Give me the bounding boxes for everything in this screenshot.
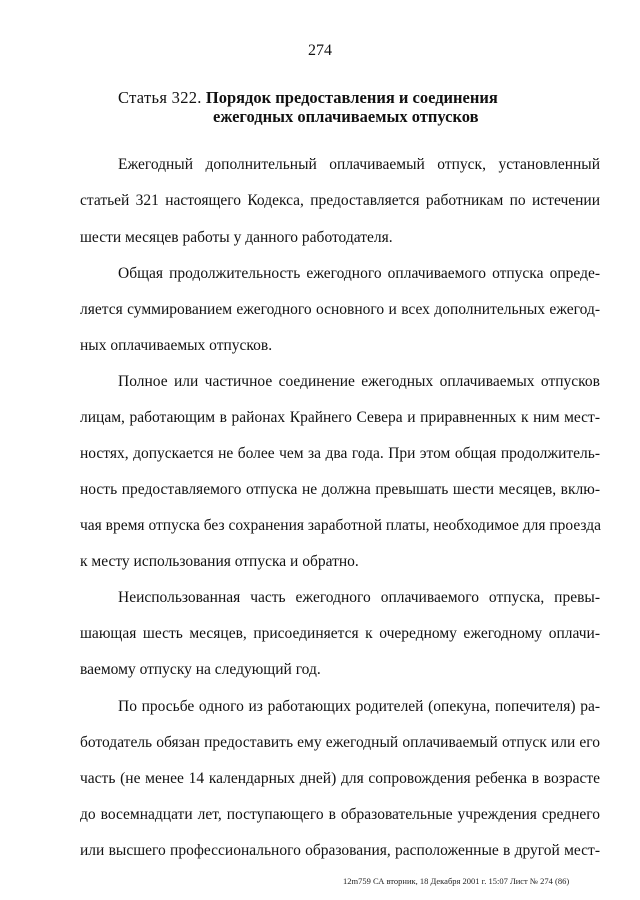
page-number: 274 [308, 42, 332, 59]
text-line: ботодатель обязан предоставить ему ежегодный оплачиваемый отпуск или его [80, 734, 600, 751]
text-line: статьей 321 настоящего Кодекса, предоставляется работникам по истечении [80, 192, 600, 209]
text-line: ваемому отпуску на следующий год. [80, 661, 321, 678]
text-line: Ежегодный дополнительный оплачиваемый отпуск, установленный [118, 156, 600, 173]
text-line: ность предоставляемого отпуска не должна превышать шести месяцев, вклю- [80, 481, 600, 498]
text-line: Неиспользованная часть ежегодного оплачиваемого отпуска, превы- [118, 589, 600, 606]
text-line: Полное или частичное соединение ежегодных оплачиваемых отпусков [118, 373, 600, 390]
article-heading [118, 88, 588, 126]
text-line: шающая шесть месяцев, присоединяется к очередному ежегодному оплачи- [80, 625, 600, 642]
text-line: к месту использования отпуска и обратно. [80, 553, 359, 570]
article-heading-line1 [118, 88, 588, 107]
document-footer: 12m759 СА вторник, 18 Декабря 2001 г. 15:07 Лист № 274 (86) [343, 876, 570, 886]
text-line: или высшего профессионального образования, расположенные в другой мест- [80, 842, 600, 859]
text-line: По просьбе одного из работающих родителей (опекуна, попечителя) ра- [118, 698, 600, 715]
article-label: Статья 322. [118, 88, 202, 107]
text-line: до восемнадцати лет, поступающего в образовательные учреждения среднего [80, 806, 600, 823]
article-title-part2: ежегодных оплачиваемых отпусков [213, 107, 479, 126]
text-line: чая время отпуска без сохранения заработной платы, необходимое для проезда [80, 517, 602, 534]
text-line: шести месяцев работы у данного работодателя. [80, 229, 393, 246]
article-title-part1: Порядок предоставления и соединения [205, 88, 498, 107]
text-line: часть (не менее 14 календарных дней) для сопровождения ребенка в возрасте [80, 770, 600, 787]
text-line: лицам, работающим в районах Крайнего Севера и приравненных к ним мест- [80, 409, 600, 426]
text-line: ляется суммированием ежегодного основного и всех дополнительных ежегод- [80, 301, 600, 318]
text-line: ностях, допускается не более чем за два года. При этом общая продолжитель- [80, 445, 600, 462]
text-line: ных оплачиваемых отпусков. [80, 337, 273, 354]
text-line: Общая продолжительность ежегодного оплачиваемого отпуска опреде- [118, 265, 600, 282]
